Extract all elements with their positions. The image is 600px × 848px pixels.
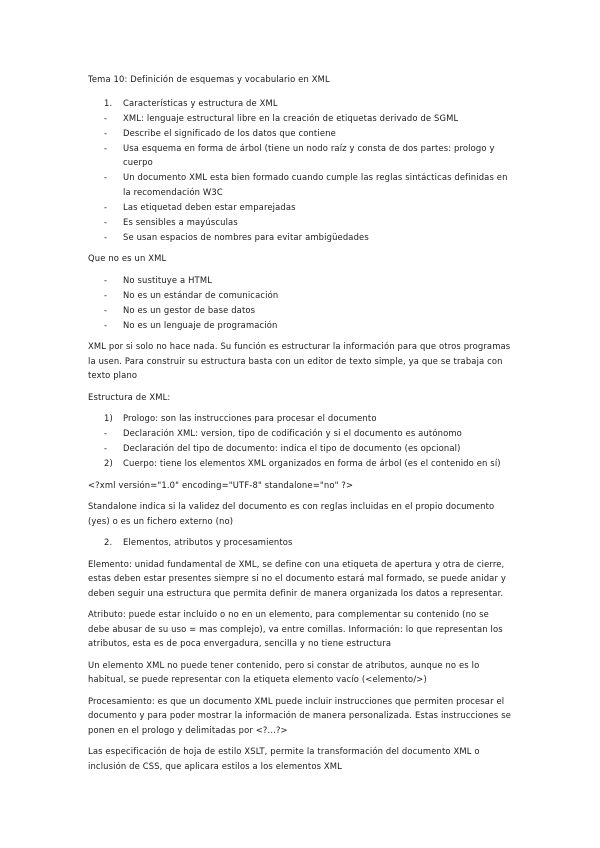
paragraph-xml-por-si-solo: XML por si solo no hace nada. Su función es estructurar la información para que otros programas la usen. Para construir su estructura basta con un editor de texto simple, ya que se trabaja con texto plano — [88, 341, 511, 380]
list-item-text: Describe el significado de los datos que contiene — [123, 127, 336, 138]
section2-heading-text: Elementos, atributos y procesamientos — [123, 537, 293, 547]
estructura-list — [88, 411, 513, 471]
list-item-text: Usa esquema en forma de árbol (tiene un nodo raíz y consta de dos partes: prologo y cuerpo — [123, 142, 495, 167]
list-marker: 2) — [104, 458, 113, 468]
list-item — [88, 215, 513, 230]
bullet-dash: - — [104, 319, 108, 330]
que-no-es-label: Que no es un XML — [88, 253, 167, 263]
list-item-text: XML: lenguaje estructural libre en la creación de etiquetas derivado de SGML — [123, 112, 459, 123]
bullet-dash: - — [104, 304, 108, 315]
list-item — [88, 126, 513, 141]
section2-heading — [88, 535, 513, 550]
list-item — [88, 411, 513, 426]
paragraph-especificacion: Las especificación de hoja de estilo XSLT, permite la transformación del documento XML o inclusión de CSS, que aplicara estilos a los elementos XML — [88, 746, 480, 771]
section1-heading-text: Características y estructura de XML — [123, 97, 278, 108]
page-title: Tema 10: Definición de esquemas y vocabulario en XML — [88, 74, 330, 84]
list-item — [88, 426, 513, 441]
bullet-dash: - — [104, 112, 108, 123]
list-item — [88, 111, 513, 126]
list-item — [88, 441, 513, 456]
que-no-es-list — [88, 273, 513, 333]
bullet-dash: - — [104, 201, 108, 212]
list-item-text: Un documento XML esta bien formado cuando cumple las reglas sintácticas definidas en la recomendación W3C — [123, 172, 508, 197]
paragraph-elemento: Elemento: unidad fundamental de XML, se define con una etiqueta de apertura y otra de cierre, estas deben estar presentes siempre si no el documento estará mal formado, se puede anidar y deben seguir una estructura que permita definir de manera organizada los datos a representar. — [88, 558, 506, 598]
list-marker: 2. — [104, 537, 113, 547]
bullet-dash: - — [104, 216, 108, 227]
list-item-text: Cuerpo: tiene los elementos XML organizados en forma de árbol (es el contenido en sí) — [123, 458, 501, 468]
estructura-label: Estructura de XML: — [88, 391, 171, 402]
section1-list — [88, 96, 513, 245]
list-item-text: Se usan espacios de nombres para evitar ambigüedades — [123, 231, 369, 242]
list-item — [88, 200, 513, 215]
list-marker: 1) — [104, 413, 113, 423]
list-item — [88, 318, 513, 333]
list-item-text: No es un estándar de comunicación — [123, 289, 279, 300]
paragraph-procesamiento: Procesamiento: es que un documento XML puede incluir instrucciones que permiten procesar el documento y para poder mostrar la información de manera personalizada. Estas instrucciones se ponen en el prologo y delimitadas por <?...?> — [88, 695, 512, 735]
bullet-dash: - — [104, 142, 108, 153]
list-item-text: Es sensibles a mayúsculas — [123, 216, 238, 227]
list-marker: - — [104, 428, 108, 438]
bullet-dash: - — [104, 127, 108, 138]
list-item — [88, 230, 513, 245]
list-item — [88, 141, 513, 170]
paragraph-elemento-vacio: Un elemento XML no puede tener contenido, pero si constar de atributos, aunque no es lo habitual, se puede representar con la etiqueta elemento vacío (<elemento/>) — [88, 659, 480, 684]
list-item-text: Declaración del tipo de documento: indica el tipo de documento (es opcional) — [123, 443, 461, 453]
list-item-text: Prologo: son las instrucciones para procesar el documento — [123, 413, 377, 423]
list-item-text: No es un gestor de base datos — [123, 304, 256, 315]
list-item-text: No sustituye a HTML — [123, 274, 213, 285]
list-item-text: No es un lenguaje de programación — [123, 319, 278, 330]
list-marker: - — [104, 443, 108, 453]
list-item — [88, 303, 513, 318]
bullet-dash: - — [104, 274, 108, 285]
list-item — [88, 273, 513, 288]
list-item — [88, 170, 513, 199]
section1-heading — [88, 96, 513, 111]
list-item — [88, 288, 513, 303]
xml-declaration-example: <?xml versión="1.0" encoding="UTF-8" standalone="no" ?> — [88, 479, 354, 490]
paragraph-atributo: Atributo: puede estar incluido o no en un elemento, para complementar su contenido (no se debe abusar de su uso = mas complejo), va entre comillas. Información: lo que representan los atributos, esta es de poca envergadura, sencilla y no tiene estructura — [88, 609, 503, 648]
list-item — [88, 456, 513, 471]
document-body — [88, 72, 513, 780]
list-item-text: Las etiquetad deben estar emparejadas — [123, 201, 296, 212]
list-item-text: Declaración XML: version, tipo de codificación y si el documento es autónomo — [123, 428, 462, 438]
bullet-dash: - — [104, 289, 108, 300]
list-marker: 1. — [104, 97, 113, 108]
bullet-dash: - — [104, 231, 108, 242]
bullet-dash: - — [104, 172, 108, 182]
paragraph-standalone: Standalone indica si la validez del documento es con reglas incluidas en el propio documento (yes) o es un fichero externo (no) — [88, 501, 495, 526]
